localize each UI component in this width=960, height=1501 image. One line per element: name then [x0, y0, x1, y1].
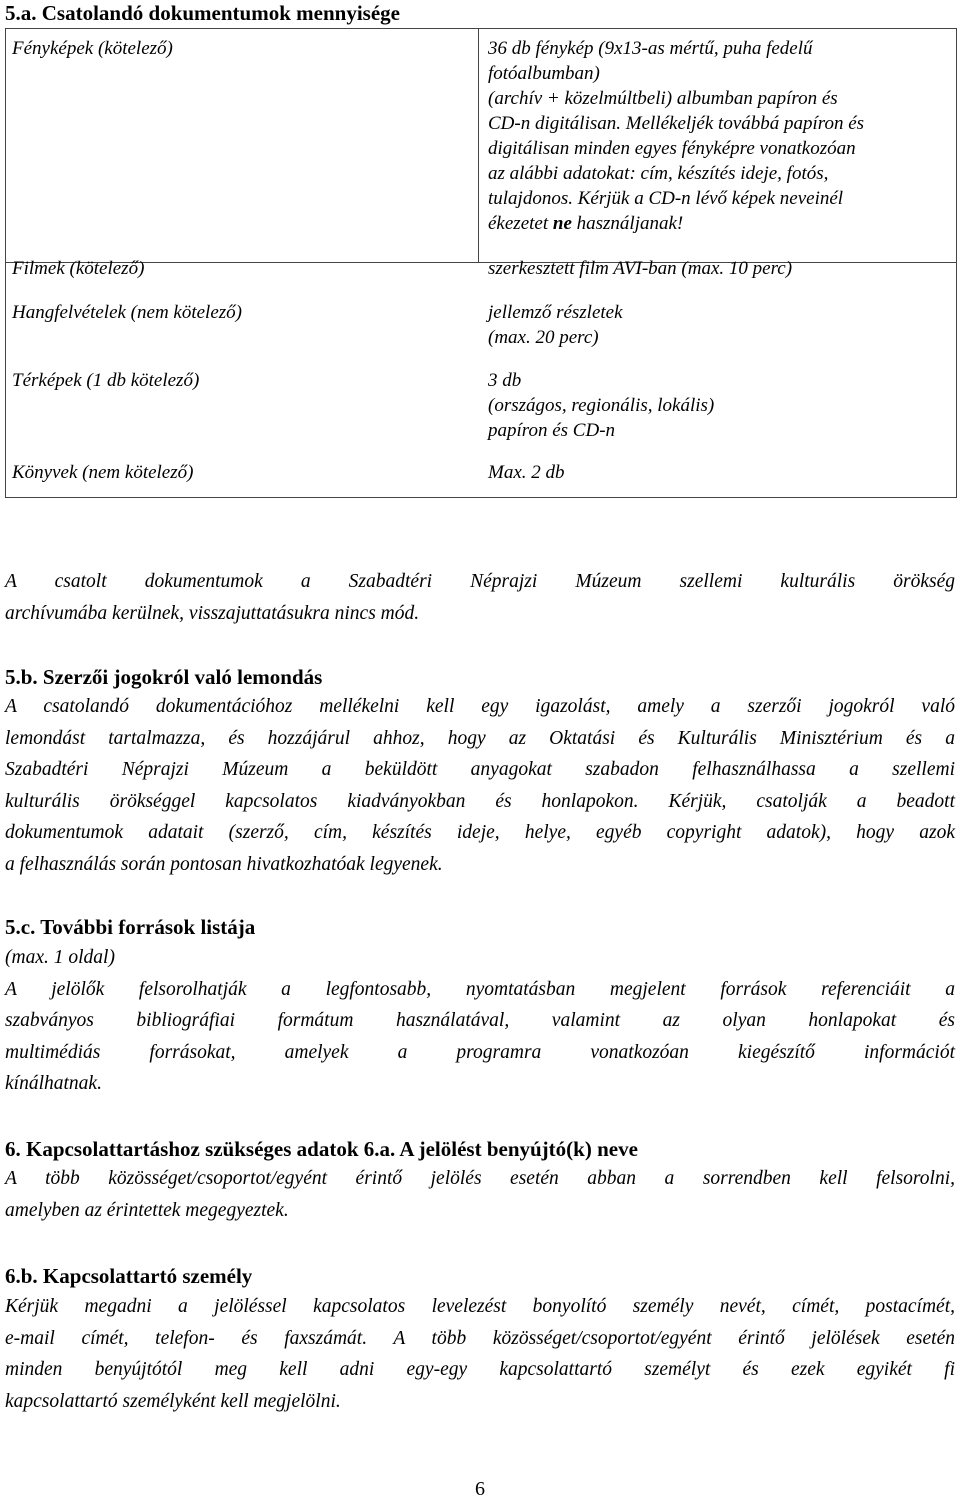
row-maps-value: 3 db (országos, regionális, lokális) papíron és CD-n: [488, 370, 715, 441]
row-photos-value: 36 db fénykép (9x13-as mértű, puha fedelű fotóalbumban) (archív + közelmúltbeli) albumban papíron és CD-n digitálisan. Mellékeljék továbbá papíron és digitálisan minden egyes fényképre vonatkozóan az alábbi adatokat: cím, készítés ideje, fotós, tulajdonos. Kérjük a CD-n lévő képek neveinél ékezetet ne használjanak!: [488, 38, 865, 234]
row-maps-label: Térképek (1 db kötelező): [12, 370, 200, 391]
section-5c-text: (max. 1 oldal) A jelölők felsorolhatják a legfontosabb, nyomtatásban megjelent források referenciáit a szabványos bibliográfiai formátum használatával, valamint az olyan honlapokat és multimédiás forrásokat, amelyek a programra vonatkozóan kiegészítő információt kínálhatnak.: [5, 942, 955, 1100]
row-audio-value: jellemző részletek (max. 20 perc): [488, 302, 623, 348]
row-books-label: Könyvek (nem kötelező): [12, 462, 194, 483]
section-5b-heading: 5.b. Szerzői jogokról való lemondás: [5, 665, 323, 689]
section-5a-heading: 5.a. Csatolandó dokumentumok mennyisége: [5, 1, 400, 25]
row-audio-label: Hangfelvételek (nem kötelező): [12, 302, 242, 323]
archive-note: A csatolt dokumentumok a Szabadtéri Néprajzi Múzeum szellemi kulturális örökség archívumába kerülnek, visszajuttatásukra nincs mód.: [5, 571, 955, 624]
section-6-heading: 6. Kapcsolattartáshoz szükséges adatok 6.a. A jelölést benyújtó(k) neve: [5, 1137, 638, 1161]
row-photos-label: Fényképek (kötelező): [12, 38, 173, 59]
row-films-label: Filmek (kötelező): [12, 258, 145, 279]
table-vdivider: [478, 28, 479, 262]
section-5c-subheading: (max. 1 oldal): [5, 947, 115, 968]
row-books-value: Max. 2 db: [488, 462, 565, 483]
row-films-value: szerkesztett film AVI-ban (max. 10 perc): [488, 258, 793, 279]
section-5b-text: A csatolandó dokumentációhoz mellékelni kell egy igazolást, amely a szerzői jogokról való lemondást tartalmazza, és hozzájárul ahhoz, hogy az Oktatási és Kulturális Minisztérium és a Szabadtéri Néprajzi Múzeum a beküldött anyagokat szabadon felhasználhassa a szellemi kulturális örökséggel kapcsolatos kiadványokban és honlapokon. Kérjük, csatolják a beadott dokumentumok adatait (szerző, cím, készítés ideje, helye, egyéb copyright adatok), hogy azok a felhasználás során pontosan hivatkozhatóak legyenek.: [5, 696, 955, 875]
page-number: 6: [475, 1478, 485, 1500]
section-6b-text: Kérjük megadni a jelöléssel kapcsolatos levelezést bonyolító személy nevét, címét, postacímét, e-mail címét, telefon- és faxszámát. A több közösséget/csoportot/egyént érintő jelölések esetén minden benyújtótól meg kell adni egy-egy kapcsolattartó személyt és ezek egyikét fi kapcsolattartó személyként kell megjelölni.: [5, 1296, 955, 1412]
section-6b-heading: 6.b. Kapcsolattartó személy: [5, 1264, 253, 1288]
emphasis-ne: ne: [552, 213, 572, 234]
section-5c-heading: 5.c. További források listája: [5, 915, 256, 939]
documents-table: [5, 28, 957, 498]
section-6-text: A több közösséget/csoportot/egyént érintő jelölés esetén abban a sorrendben kell felsorolni, amelyben az érintettek megegyeztek.: [5, 1168, 955, 1221]
